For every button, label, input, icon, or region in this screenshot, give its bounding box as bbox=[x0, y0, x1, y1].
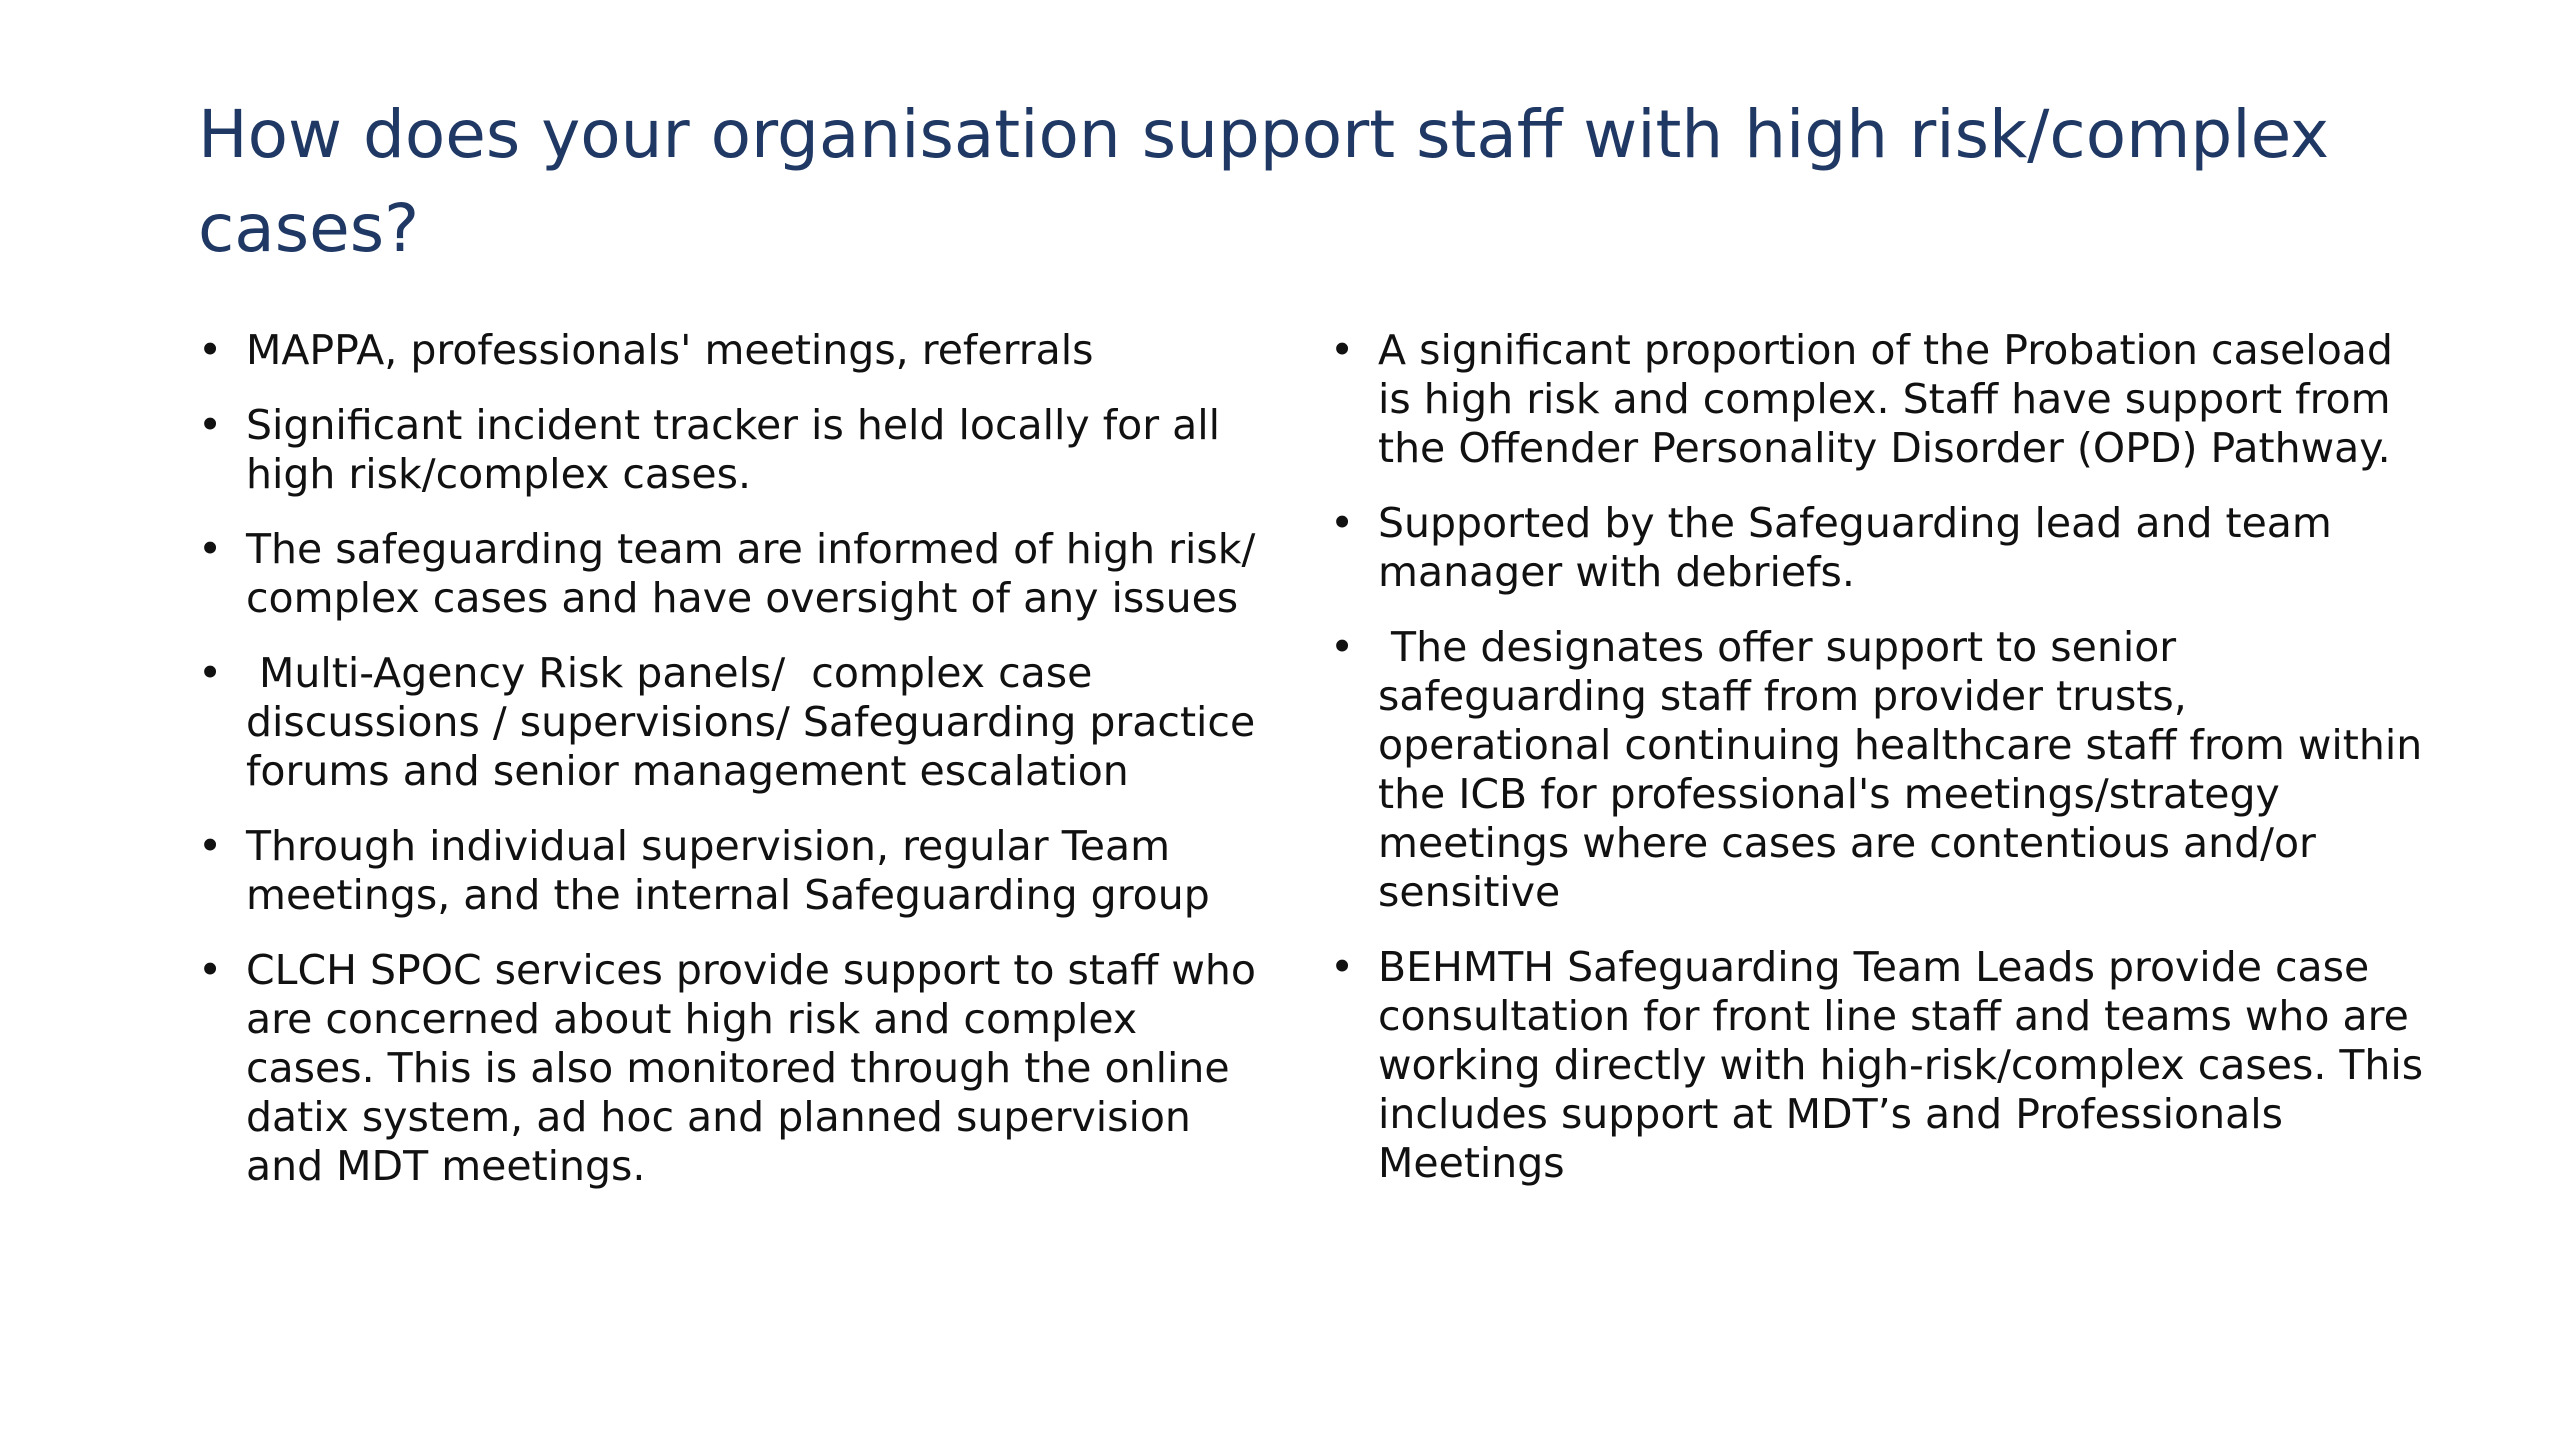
list-item bbox=[198, 326, 1258, 375]
bullet-text: Significant incident tracker is held locally for all high risk/complex cases. bbox=[246, 401, 1234, 498]
bullet-text: A significant proportion of the Probation caseload is high risk and complex. Staff have support from the Offender Personality Disorder (OPD) Pathway. bbox=[1378, 326, 2406, 472]
bullet-text: The safeguarding team are informed of high risk/ complex cases and have oversight of any issues bbox=[246, 525, 1269, 622]
list-item bbox=[198, 401, 1258, 499]
bullet-text: CLCH SPOC services provide support to staff who are concerned about high risk and complex cases. This is also monitored through the online datix system, ad hoc and planned supervision and MDT meetings. bbox=[246, 946, 1270, 1190]
list-item bbox=[1330, 623, 2436, 917]
bullet-text: Multi-Agency Risk panels/ complex case discussions / supervisions/ Safeguarding practice forums and senior management escalation bbox=[246, 649, 1269, 795]
bullet-text: MAPPA, professionals' meetings, referrals bbox=[246, 326, 1094, 374]
bullet-text: Supported by the Safeguarding lead and team manager with debriefs. bbox=[1378, 499, 2345, 596]
bullet-text: BEHMTH Safeguarding Team Leads provide case consultation for front line staff and teams who are working directly with high-risk/complex cases. This includes support at MDT’s and Professionals Meetings bbox=[1378, 943, 2437, 1187]
bullet-icon: • bbox=[1330, 326, 1355, 374]
list-item bbox=[198, 649, 1269, 796]
bullet-icon: • bbox=[198, 822, 223, 870]
bullet-text: Through individual supervision, regular Team meetings, and the internal Safeguarding group bbox=[246, 822, 1210, 919]
bullet-icon: • bbox=[198, 649, 223, 697]
bullet-icon: • bbox=[198, 401, 223, 449]
list-item bbox=[1330, 499, 2430, 597]
list-item bbox=[198, 525, 1269, 623]
bullet-icon: • bbox=[198, 946, 223, 994]
bullet-icon: • bbox=[1330, 499, 1355, 547]
list-item bbox=[1330, 326, 2430, 473]
list-item bbox=[198, 822, 1258, 920]
right-bullet-list bbox=[1330, 326, 2437, 1214]
bullet-icon: • bbox=[198, 326, 223, 374]
list-item bbox=[1330, 943, 2437, 1188]
bullet-icon: • bbox=[1330, 623, 1355, 671]
slide-title: How does your organisation support staff with high risk/complex cases? bbox=[198, 96, 2330, 267]
bullet-icon: • bbox=[198, 525, 223, 573]
bullet-text: The designates offer support to senior safeguarding staff from provider trusts, operational continuing healthcare staff from within the ICB for professional's meetings/strategy meetings where cases are contentious and/or sensitive bbox=[1378, 623, 2436, 916]
left-bullet-list bbox=[198, 326, 1270, 1217]
list-item bbox=[198, 946, 1270, 1191]
bullet-icon: • bbox=[1330, 943, 1355, 991]
